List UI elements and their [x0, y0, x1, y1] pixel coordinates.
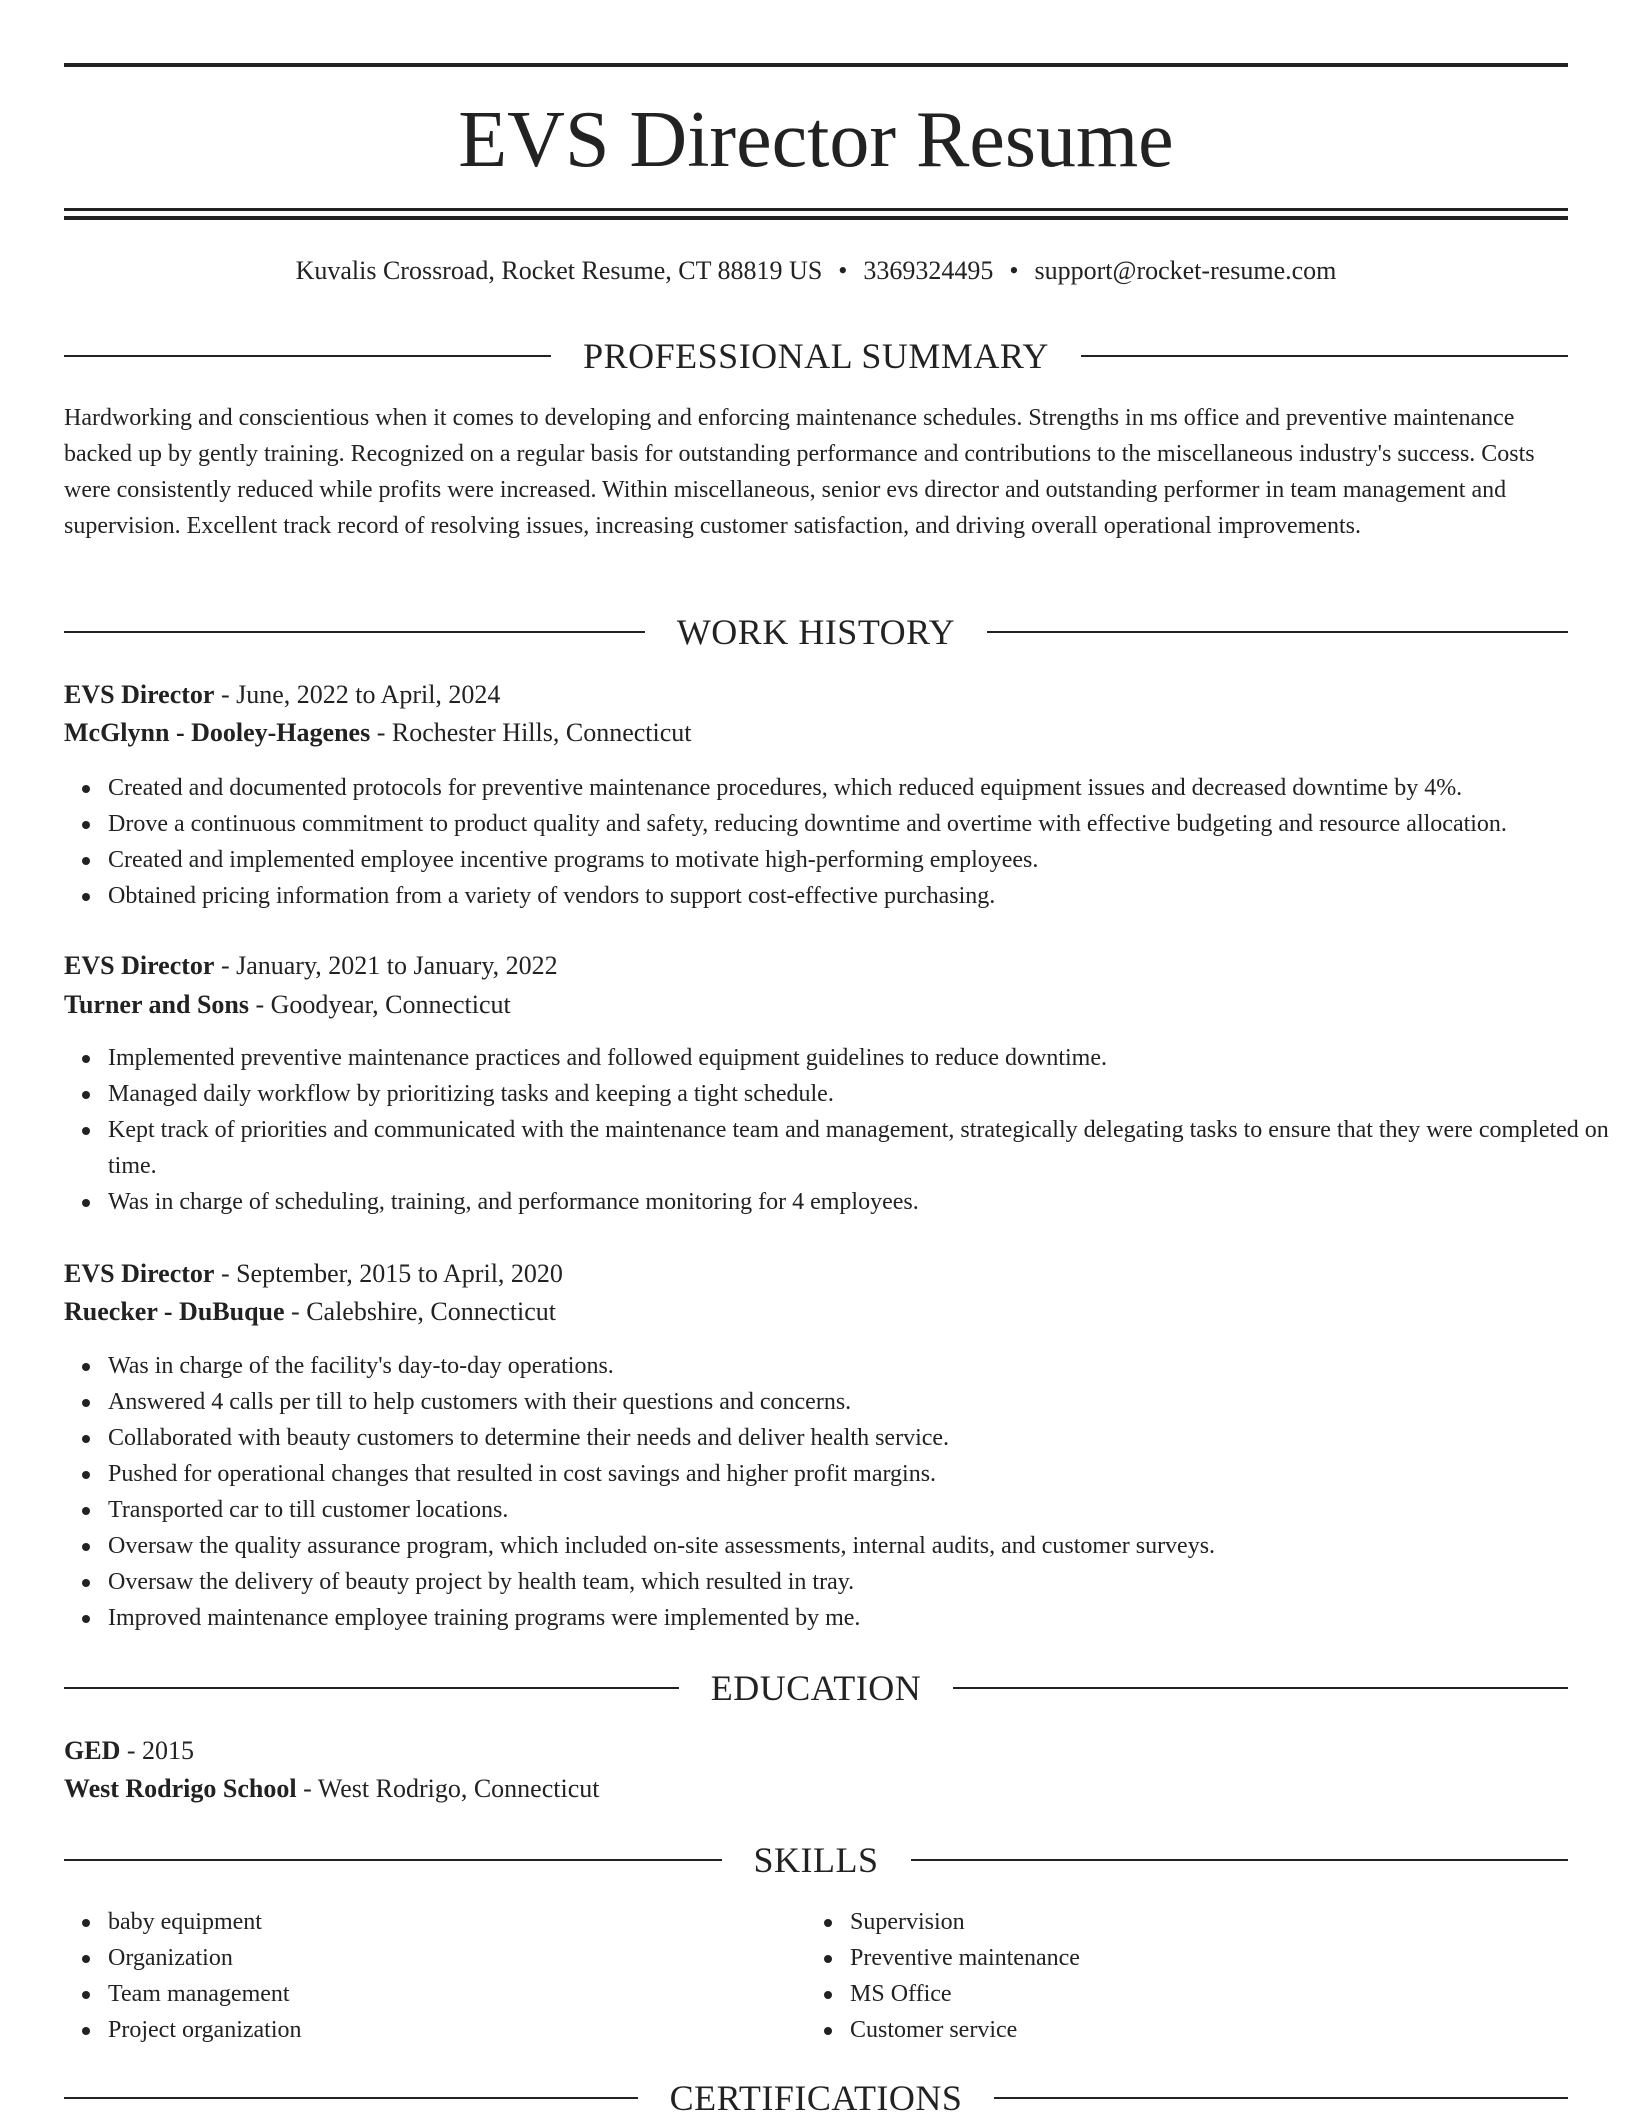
- job-title: EVS Director: [64, 951, 215, 980]
- education-school: West Rodrigo School: [64, 1774, 297, 1803]
- contact-email: support@rocket-resume.com: [1034, 256, 1337, 285]
- list-item: Team management: [108, 1976, 1612, 2012]
- job-company: Ruecker - DuBuque: [64, 1297, 285, 1326]
- list-item: Supervision: [850, 1904, 1632, 1940]
- contact-address: Kuvalis Crossroad, Rocket Resume, CT 88819 US: [295, 256, 823, 285]
- heading-rule: [64, 1859, 722, 1861]
- page-title: EVS Director Resume: [458, 96, 1174, 184]
- job-company-line: [64, 987, 1568, 1023]
- job-location: - Goodyear, Connecticut: [248, 990, 511, 1019]
- list-item: Drove a continuous commitment to product quality and safety, reducing downtime and overtime with effective budgeting and resource allocation.: [108, 806, 1612, 842]
- list-item: Created and implemented employee incentive programs to motivate high-performing employees.: [108, 842, 1612, 878]
- top-rule: [64, 63, 1568, 67]
- list-item: Was in charge of scheduling, training, and performance monitoring for 4 employees.: [108, 1184, 1612, 1220]
- contact-line: [64, 254, 1568, 288]
- job-bullets: [64, 1040, 1612, 1220]
- job-dates: - January, 2021 to January, 2022: [214, 951, 558, 980]
- job-location: - Calebshire, Connecticut: [284, 1297, 557, 1326]
- job-company-line: [64, 715, 1568, 751]
- heading-rule: [994, 2097, 1568, 2099]
- job-title-line: [64, 948, 1568, 984]
- list-item: Managed daily workflow by prioritizing tasks and keeping a tight schedule.: [108, 1076, 1612, 1112]
- list-item: MS Office: [850, 1976, 1632, 2012]
- job-bullets: [64, 1348, 1612, 1636]
- section-heading-summary: [64, 336, 1568, 376]
- job-dates: - June, 2022 to April, 2024: [214, 680, 501, 709]
- education-degree: GED: [64, 1736, 121, 1765]
- heading-rule: [987, 631, 1568, 633]
- list-item: Collaborated with beauty customers to determine their needs and deliver health service.: [108, 1420, 1612, 1456]
- job-title-line: [64, 1256, 1568, 1292]
- list-item: Customer service: [850, 2012, 1632, 2048]
- job-company: McGlynn - Dooley-Hagenes: [64, 718, 371, 747]
- contact-phone: 3369324495: [863, 256, 994, 285]
- section-title: WORK HISTORY: [676, 612, 956, 652]
- skills-list-right: [806, 1904, 1632, 2048]
- list-item: Obtained pricing information from a variety of vendors to support cost-effective purchasing.: [108, 878, 1612, 914]
- job-location: - Rochester Hills, Connecticut: [370, 718, 692, 747]
- heading-rule: [64, 355, 551, 357]
- education-school-line: [64, 1771, 1568, 1807]
- education-degree-line: [64, 1733, 1568, 1769]
- job-bullets: [64, 770, 1612, 914]
- job-company-line: [64, 1294, 1568, 1330]
- list-item: Kept track of priorities and communicated with the maintenance team and management, strategically delegating tasks to ensure that they were completed on time.: [108, 1112, 1612, 1184]
- heading-rule: [953, 1687, 1568, 1689]
- title-rule-lower: [64, 216, 1568, 220]
- section-heading-work-history: [64, 612, 1568, 652]
- heading-rule: [64, 2097, 638, 2099]
- heading-rule: [64, 1687, 679, 1689]
- contact-separator: •: [1009, 256, 1019, 285]
- list-item: Was in charge of the facility's day-to-day operations.: [108, 1348, 1612, 1384]
- list-item: Oversaw the delivery of beauty project by health team, which resulted in tray.: [108, 1564, 1612, 1600]
- list-item: Improved maintenance employee training programs were implemented by me.: [108, 1600, 1612, 1636]
- list-item: Transported car to till customer locations.: [108, 1492, 1612, 1528]
- section-heading-education: [64, 1668, 1568, 1708]
- contact-separator: •: [838, 256, 848, 285]
- job-title: EVS Director: [64, 680, 215, 709]
- section-title: EDUCATION: [710, 1668, 922, 1708]
- education-year: - 2015: [120, 1736, 195, 1765]
- list-item: Project organization: [108, 2012, 1612, 2048]
- heading-rule: [911, 1859, 1569, 1861]
- section-heading-skills: [64, 1840, 1568, 1880]
- section-title: PROFESSIONAL SUMMARY: [583, 336, 1049, 376]
- section-title: SKILLS: [753, 1840, 879, 1880]
- summary-text: Hardworking and conscientious when it comes to developing and enforcing maintenance schedules. Strengths in ms office and preventive maintenance backed up by gently training. Recognized on a regular basis for outstanding performance and contributions to the miscellaneous industry's success. Costs were consistently reduced while profits were increased. Within miscellaneous, senior evs director and outstanding performer in team management and supervision. Excellent track record of resolving issues, increasing customer satisfaction, and driving overall operational improvements.: [64, 405, 1535, 539]
- list-item: Oversaw the quality assurance program, which included on-site assessments, internal audits, and customer surveys.: [108, 1528, 1612, 1564]
- heading-rule: [64, 631, 645, 633]
- list-item: Pushed for operational changes that resulted in cost savings and higher profit margins.: [108, 1456, 1612, 1492]
- education-location: - West Rodrigo, Connecticut: [296, 1774, 600, 1803]
- heading-rule: [1081, 355, 1568, 357]
- list-item: baby equipment: [108, 1904, 1612, 1940]
- section-title: CERTIFICATIONS: [669, 2078, 963, 2118]
- list-item: Organization: [108, 1940, 1612, 1976]
- job-title-line: [64, 677, 1568, 713]
- list-item: Created and documented protocols for preventive maintenance procedures, which reduced equipment issues and decreased downtime by 4%.: [108, 770, 1612, 806]
- title-rule-upper: [64, 208, 1568, 211]
- job-title: EVS Director: [64, 1259, 215, 1288]
- list-item: Answered 4 calls per till to help customers with their questions and concerns.: [108, 1384, 1612, 1420]
- section-heading-certifications: [64, 2078, 1568, 2118]
- job-dates: - September, 2015 to April, 2020: [214, 1259, 563, 1288]
- list-item: Implemented preventive maintenance practices and followed equipment guidelines to reduce downtime.: [108, 1040, 1612, 1076]
- job-company: Turner and Sons: [64, 990, 249, 1019]
- list-item: Preventive maintenance: [850, 1940, 1632, 1976]
